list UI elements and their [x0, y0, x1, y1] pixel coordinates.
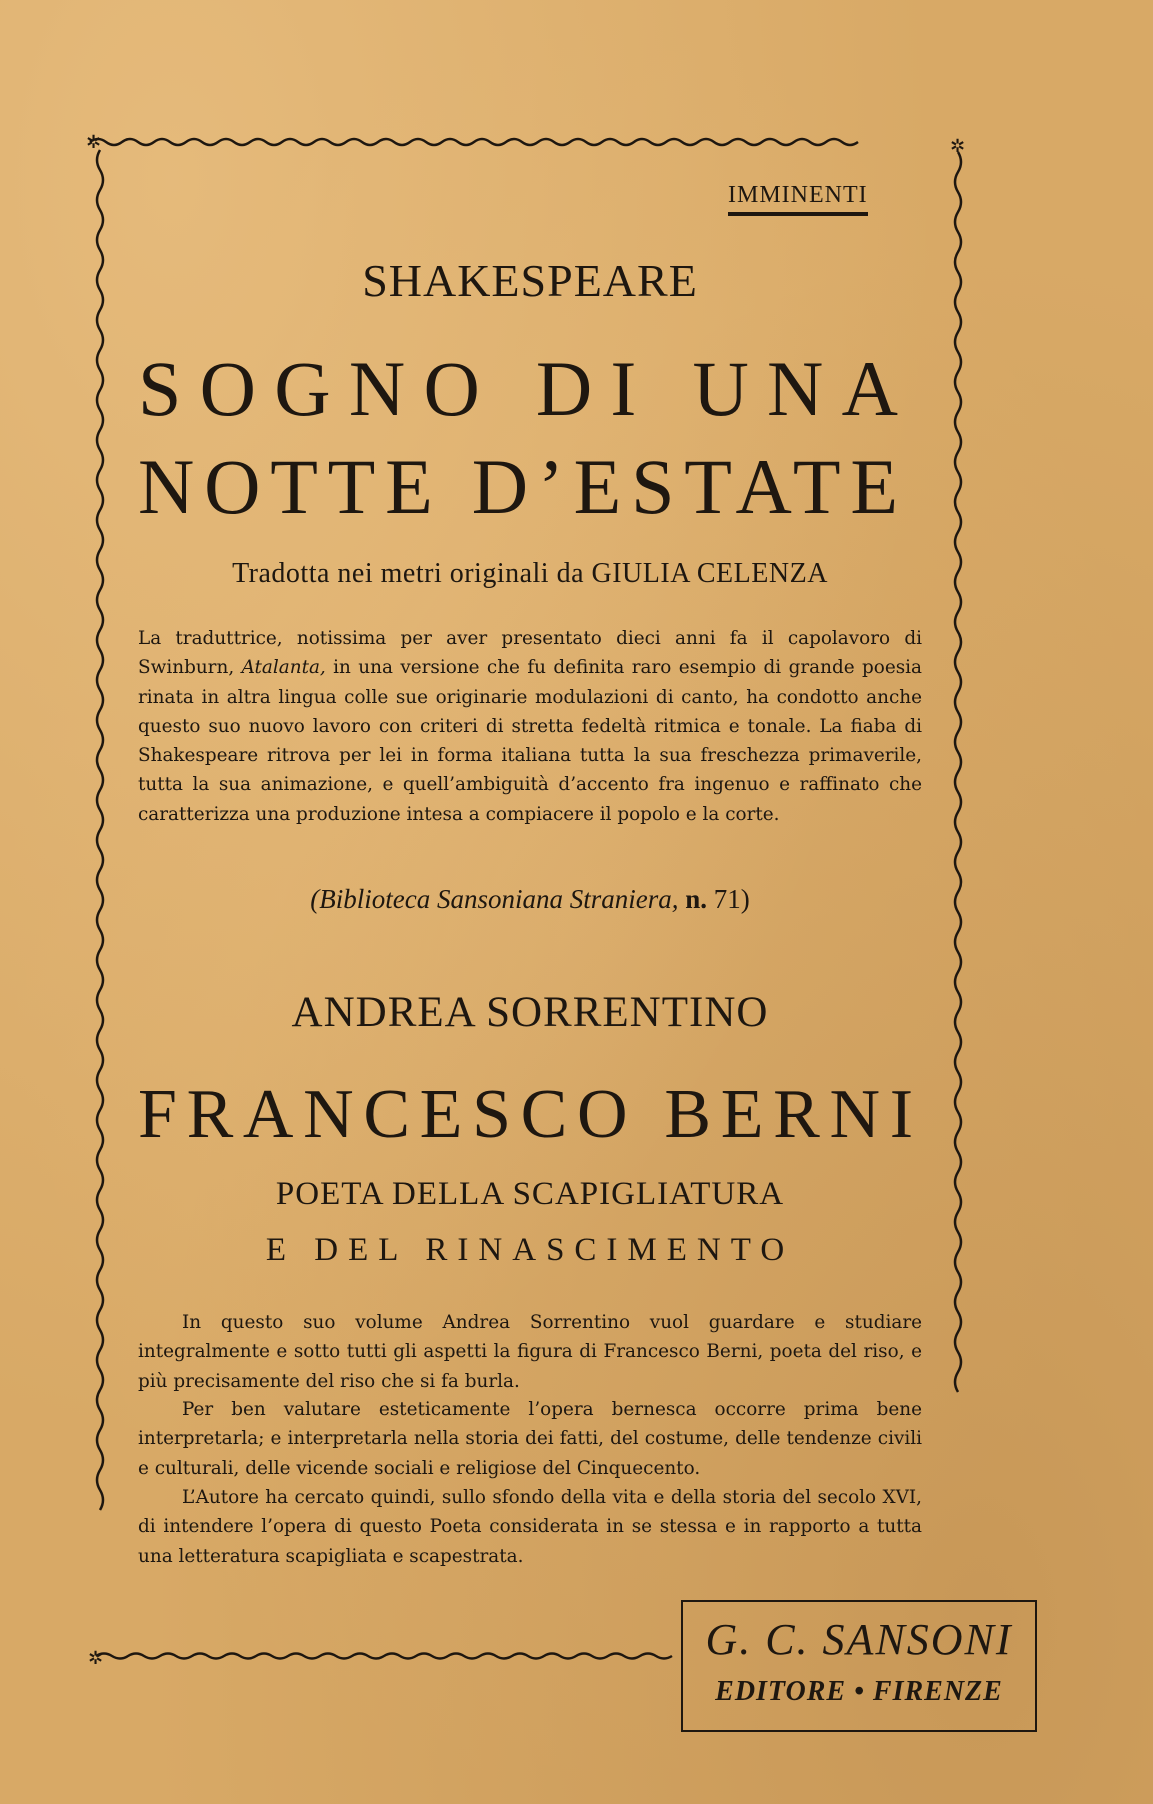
book2-paragraph-3: L’Autore ha cercato quindi, sullo sfondo della vita e della storia del secolo XVI, di intendere l’opera di questo Poeta considerata in se stessa e in rapporto a tutta una letteratura scapigliata e scapestrata.: [138, 1487, 922, 1567]
book1-title-line1: SOGNO DI UNA: [138, 345, 917, 432]
publisher-city: EDITORE • FIRENZE: [715, 1676, 1003, 1707]
imminenti-label: IMMINENTI: [728, 182, 868, 216]
series-number: 71): [713, 884, 750, 914]
book1-series: [138, 884, 922, 915]
series-number-label: n.: [685, 884, 707, 914]
book2-author: ANDREA SORRENTINO: [291, 989, 769, 1036]
book1-description-end: in una versione che fu definita raro esempio di grande poesia rinata in altra lingua colle sue originarie modulazioni di canto, ha condotto anche questo suo nuovo lavoro con criteri di stretta fedeltà ritmica e tonale. La fiaba di Shakespeare ritrova per lei in forma italiana tutta la sua freschezza primaverile, tutta la sua animazione, e quell’ambiguità d’accento fra ingenuo e raffinato che caratterizza una produzione intesa a compiacere il popolo e la corte.: [138, 657, 923, 825]
book1-author: SHAKESPEARE: [362, 255, 698, 306]
book2-paragraph-2: Per ben valutare esteticamente l’opera bernesca occorre prima bene interpretarla; e interpretarla nella storia dei fatti, del costume, delle tendenze civili e culturali, delle vicende sociali e religiose del Cinquecento.: [138, 1399, 922, 1479]
book1-description-start: La traduttrice, notissima per aver presentato dieci anni fa il capolavoro di Swinburn,: [138, 628, 922, 679]
left-border-rule: [97, 150, 103, 1510]
publisher-box: [681, 1600, 1037, 1732]
bottom-border-rule: [96, 1654, 672, 1659]
book2-paragraph-1: In questo suo volume Andrea Sorrentino vuol guardare e studiare integralmente e sotto tutti gli aspetti la figura di Francesco Berni, poeta del riso, e più precisamente del riso che si fa burla.: [138, 1312, 922, 1392]
corner-ornament-top-right: ✲: [950, 136, 966, 157]
series-name: (Biblioteca Sansoniana Straniera,: [310, 884, 679, 914]
book2-title: FRANCESCO BERNI: [138, 1076, 923, 1153]
publisher-name: G. C. SANSONI: [705, 1615, 1013, 1664]
book1-translator-line: Tradotta nei metri originali da GIULIA CELENZA: [232, 558, 828, 589]
book1-description: [138, 624, 922, 829]
top-border-rule: [90, 139, 858, 145]
book2-subtitle-line2: E DEL RINASCIMENTO: [265, 1232, 795, 1268]
corner-ornament-bottom-left: ✲: [88, 1648, 104, 1669]
book2-subtitle-line1: POETA DELLA SCAPIGLIATURA: [275, 1176, 785, 1212]
book1-description-italic: Atalanta,: [241, 657, 326, 679]
corner-ornament-top-left: ✲: [86, 132, 102, 153]
book1-title-line2: NOTTE D’ESTATE: [138, 443, 908, 530]
right-border-rule: [955, 152, 961, 1392]
